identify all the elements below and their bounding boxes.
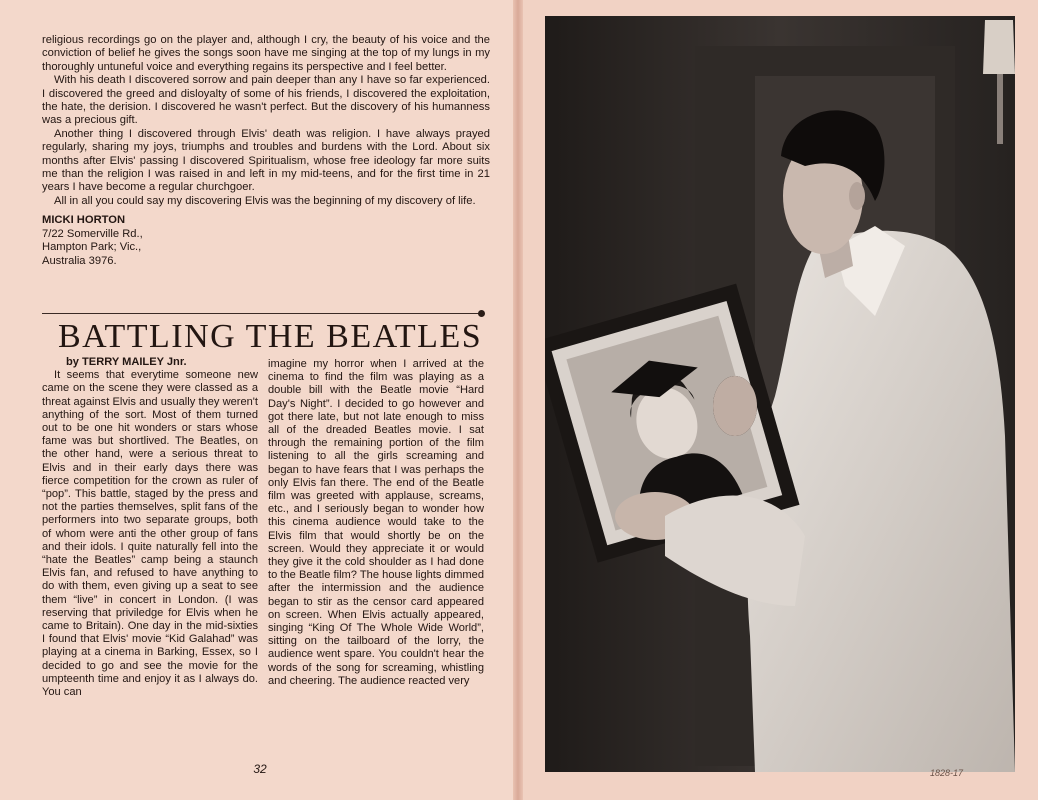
- photo-code: 1828-17: [930, 768, 964, 778]
- letter-paragraph: All in all you could say my discovering Elvis was the beginning of my discovery of life.: [54, 194, 476, 207]
- article-byline: by TERRY MAILEY Jnr.: [66, 356, 187, 368]
- article-column-1: [42, 356, 258, 699]
- signature-name: MICKI HORTON: [42, 214, 126, 227]
- signature-address-line: Australia 3976.: [42, 254, 117, 267]
- signature-address-line: 7/22 Somerville Rd.,: [42, 227, 143, 240]
- signature-address-line: Hampton Park; Vic.,: [42, 241, 142, 254]
- article-paragraph: It seems that everytime someone new came on the scene they were classed as a threat against Elvis and usually they weren't anything of the sort. Most of them turned out to be one hit wonders or stars whose fame was but shortlived. The Beatles, on the other hand, were a serious threat to Elvis and in their early days there was fierce competition for the crown as ruler of “pop”. This battle, staged by the press and not the parties themselves, split fans of the performers into two separate groups, both of whom were anti the other group of fans and their idols. I quite naturally fell into the “hate the Beatles” camp being a staunch Elvis fan, and refused to have anything to do with them, even giving up a seat to see them “live” in concert in London. (I was reserving that priviledge for Elvis when he came to Britain). One day in the mid-sixties I found that Elvis' movie “Kid Galahad” was playing at a cinema in Barking, Essex, so I decided to go and see the movie for the umpteenth time and enjoy it as I always do. You can: [42, 369, 258, 699]
- article-headline: BATTLING THE BEATLES: [58, 318, 483, 355]
- letter-column: [42, 34, 490, 268]
- page-number: 32: [253, 762, 267, 776]
- letter-paragraph: Another thing I discovered through Elvis' death was religion. I have always prayed regularly, sharing my joys, triumphs and troubles and burdens with the Lord. About six months after Elvis' passing I discovered Spiritualism, whose free ideology far more suits me than the religion I was raised in and left in my mid-teens, and for the first time in 21 years I have become a regular churchgoer.: [42, 127, 490, 194]
- letter-paragraph: With his death I discovered sorrow and pain deeper than any I have so far experienced. I discovered the greed and disloyalty of some of his friends, I discovered the exploitation, the hate, the derision. I discovered he wasn't perfect. But the discovery of his humanness was a precious gift.: [42, 74, 490, 127]
- photo-man-holding-framed-graduation-portrait-icon: [545, 16, 1015, 772]
- page-gutter: [513, 0, 523, 800]
- letter-signature: [42, 214, 490, 268]
- article-paragraph: imagine my horror when I arrived at the cinema to find the film was playing as a double bill with the Beatle movie “Hard Day's Night”. I decided to go however and got there late, but not late enough to miss all of the dreaded Beatles movie. I sat through the remaining portion of the film listening to all the girls screaming and began to have fears that I was perhaps the only Elvis fan there. The end of the Beatle film was greeted with applause, screams, etc., and I seriously began to wonder how this cinema audience would take to the Elvis film that would shortly be on the screen. Would they appreciate it or would they give it the cold shoulder as I had done to the Beatle film? The house lights dimmed after the intermission and the audience began to stir as the censor card appeared on screen. When Elvis actually appeared, singing “King Of The Whole Wide World”, sitting on the tailboard of the lorry, the audience went spare. You couldn't hear the words of the song for screaming, whistling and cheering. The audience reacted very: [268, 358, 484, 687]
- letter-paragraph: religious recordings go on the player and, although I cry, the beauty of his voice and the conviction of belief he gives the songs soon have me singing at the top of my lungs in my thoroughly untuneful voice and everything regains its perspective and I feel better.: [42, 34, 490, 73]
- elvis-photo: [545, 16, 1015, 772]
- section-divider: [42, 313, 482, 314]
- article-column-2: [268, 358, 484, 688]
- divider-dot: [478, 310, 485, 317]
